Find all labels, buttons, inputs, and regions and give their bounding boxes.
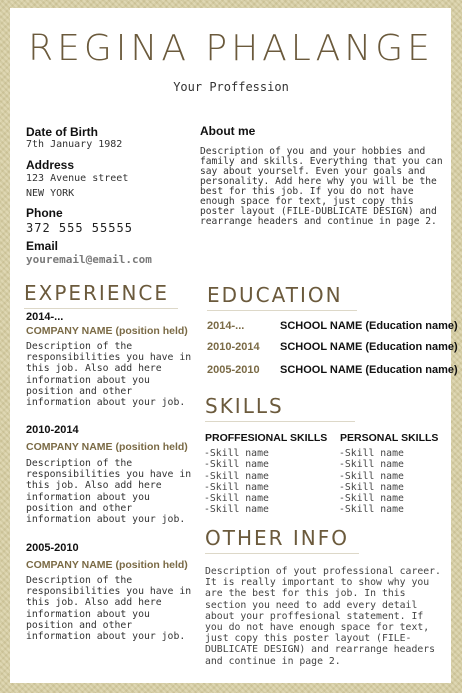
- professional-skills-list: [204, 448, 269, 516]
- skill-item: -Skill name: [339, 504, 404, 516]
- skill-item: -Skill name: [339, 459, 404, 471]
- skill-item: -Skill name: [204, 459, 269, 471]
- education-school: SCHOOL NAME (Education name): [280, 341, 458, 353]
- skill-item: -Skill name: [204, 448, 269, 459]
- candidate-profession: Your Proffession: [173, 80, 289, 94]
- address-line1: 123 Avenue street: [26, 173, 129, 184]
- personal-skills-heading: PERSONAL SKILLS: [340, 432, 439, 444]
- skill-item: -Skill name: [204, 481, 269, 493]
- skill-item: -Skill name: [204, 504, 269, 516]
- phone-value: 372 555 55555: [26, 221, 133, 235]
- skills-heading: SKILLS: [205, 394, 355, 422]
- skill-item: -Skill name: [204, 470, 269, 482]
- education-years: 2005-2010: [207, 364, 260, 376]
- experience-heading: EXPERIENCE: [24, 281, 178, 309]
- skill-item: -Skill name: [339, 481, 404, 493]
- experience-years: 2014-...: [26, 311, 64, 323]
- skill-item: -Skill name: [339, 470, 404, 482]
- other-info-text: Description of yout professional career. It is really important to show why you are the best for this job. In this section you need to add every detail about your proffesional statement. If you do not have enough space for text, just copy this poster layout (FILE-DUBLICATE DESIGN) and rearrange headers and continue in page 2.: [205, 566, 441, 667]
- about-heading: About me: [200, 124, 256, 138]
- education-heading: EDUCATION: [207, 283, 357, 311]
- address-label: Address: [26, 158, 75, 172]
- dob-value: 7th January 1982: [26, 139, 123, 150]
- skill-item: -Skill name: [339, 493, 404, 505]
- personal-skills-list: [339, 448, 404, 516]
- experience-years: 2010-2014: [26, 424, 79, 436]
- professional-skills-heading: PROFFESIONAL SKILLS: [205, 432, 328, 444]
- other-info-heading: OTHER INFO: [205, 526, 359, 554]
- about-text: Description of you and your hobbies and family and skills. Everything that you can say about yourself. Even your goals and personality. Add here why you will be the best for this job. If you do not have enough space for text, just copy this poster layout (FILE-DUBLICATE DESIGN) and rearrange headers and continue in page 2.: [200, 146, 443, 227]
- skill-item: -Skill name: [339, 448, 404, 459]
- candidate-name: REGINA PHALANGE: [28, 28, 434, 69]
- experience-company: COMPANY NAME (position held): [26, 325, 188, 337]
- phone-label: Phone: [26, 206, 63, 220]
- experience-company: COMPANY NAME (position held): [26, 441, 188, 453]
- education-school: SCHOOL NAME (Education name): [280, 364, 458, 376]
- experience-description: Description of the responsibilities you have in this job. Also add here information about you position and other information about your job.: [26, 341, 192, 409]
- education-school: SCHOOL NAME (Education name): [280, 320, 458, 332]
- skill-item: -Skill name: [204, 493, 269, 505]
- education-years: 2010-2014: [207, 341, 260, 353]
- email-label: Email: [26, 239, 59, 253]
- experience-description: Description of the responsibilities you have in this job. Also add here information about you position and other information about your job.: [26, 458, 192, 526]
- experience-years: 2005-2010: [26, 542, 79, 554]
- experience-company: COMPANY NAME (position held): [26, 559, 188, 571]
- education-years: 2014-...: [207, 320, 245, 332]
- experience-description: Description of the responsibilities you have in this job. Also add here information about you position and other information about your job.: [26, 575, 192, 643]
- dob-label: Date of Birth: [26, 125, 98, 139]
- email-value: youremail@email.com: [26, 253, 152, 266]
- address-line2: NEW YORK: [26, 188, 75, 199]
